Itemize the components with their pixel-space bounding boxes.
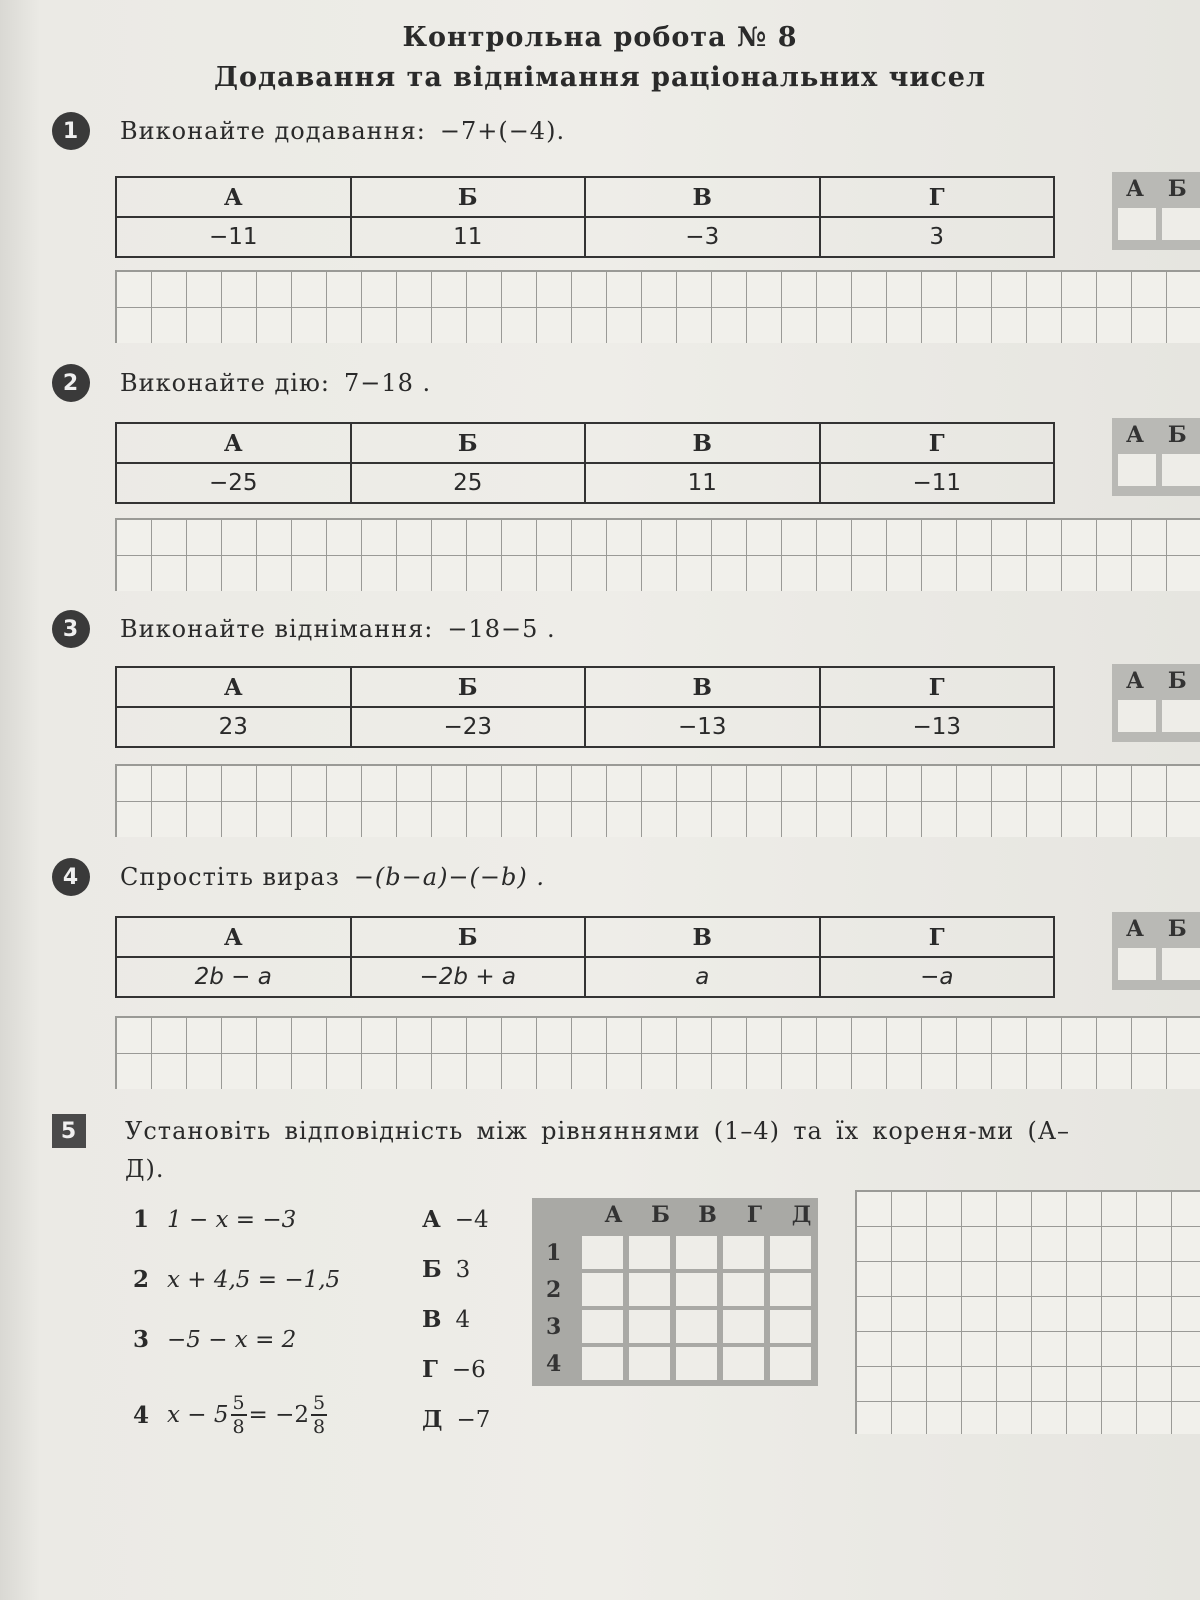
equation-number: 4: [133, 1401, 150, 1429]
root-option: [422, 1206, 489, 1233]
option-value: −a: [820, 957, 1055, 997]
equation-4: [133, 1392, 329, 1438]
task-number-badge: 3: [52, 610, 90, 648]
answer-letter: Б: [1167, 422, 1187, 448]
option-letter: В: [585, 667, 820, 707]
matching-answer-grid: [532, 1198, 818, 1386]
page-title: Контрольна робота № 8: [402, 22, 798, 53]
task-number-badge: 5: [52, 1114, 86, 1148]
answer-letter: Б: [1167, 668, 1187, 694]
option-value: −13: [585, 707, 820, 747]
option-letter: Б: [351, 177, 586, 217]
task-1-work-grid[interactable]: [115, 270, 1200, 343]
task-1-options-table: [115, 176, 1055, 258]
equation-2: [133, 1266, 340, 1293]
task-expression: −7+(−4).: [439, 117, 566, 145]
match-cell[interactable]: [676, 1347, 717, 1380]
task-number-badge: 1: [52, 112, 90, 150]
option-value: 11: [585, 463, 820, 503]
root-letter: Д: [422, 1406, 443, 1433]
equation-text: x + 4,5 = −1,5: [167, 1266, 341, 1293]
root-letter: Б: [422, 1256, 442, 1283]
match-cell[interactable]: [582, 1347, 623, 1380]
equation-number: 2: [133, 1266, 150, 1293]
option-value: −25: [116, 463, 351, 503]
task-4-options-table: [115, 916, 1055, 998]
equation-number: 3: [133, 1326, 150, 1353]
answer-cell[interactable]: [1118, 700, 1156, 732]
task-prompt: Виконайте додавання:: [120, 117, 426, 145]
task-prompt: Виконайте віднімання:: [120, 615, 434, 643]
match-cell[interactable]: [676, 1273, 717, 1306]
match-cell[interactable]: [770, 1347, 811, 1380]
option-value: −13: [820, 707, 1055, 747]
root-option: [422, 1256, 470, 1283]
equation-text: x − 5: [167, 1402, 229, 1428]
match-col-letter: Г: [746, 1202, 763, 1228]
option-letter: А: [116, 667, 351, 707]
answer-cell[interactable]: [1118, 208, 1156, 240]
task-2-heading: [52, 364, 431, 402]
option-letter: Б: [351, 667, 586, 707]
option-letter: Г: [820, 177, 1055, 217]
equation-3: [133, 1326, 296, 1353]
option-value: 3: [820, 217, 1055, 257]
root-value: −6: [451, 1357, 486, 1383]
task-2-work-grid[interactable]: [115, 518, 1200, 591]
root-letter: Г: [422, 1356, 438, 1383]
match-row-number: 3: [546, 1313, 562, 1340]
option-letter: Б: [351, 917, 586, 957]
match-col-letter: В: [698, 1202, 717, 1228]
match-cell[interactable]: [770, 1310, 811, 1343]
fraction-denominator: 8: [232, 1416, 245, 1438]
option-value: 25: [351, 463, 586, 503]
match-cell[interactable]: [582, 1236, 623, 1269]
option-letter: В: [585, 177, 820, 217]
match-cell[interactable]: [629, 1347, 670, 1380]
match-col-letter: Б: [651, 1202, 670, 1228]
match-cell[interactable]: [723, 1236, 764, 1269]
match-cell[interactable]: [723, 1273, 764, 1306]
option-letter: Б: [351, 423, 586, 463]
equation-text: 1 − x = −3: [167, 1206, 297, 1233]
match-cell[interactable]: [676, 1310, 717, 1343]
task-5-prompt: Установіть відповідність між рівняннями (1–4) та їх кореня-ми (А–Д).: [125, 1117, 1070, 1183]
option-value: −3: [585, 217, 820, 257]
root-value: 3: [455, 1257, 471, 1283]
task-expression: −18−5 .: [447, 615, 556, 643]
option-value: −2b + a: [351, 957, 586, 997]
fraction: [231, 1392, 247, 1438]
answer-letter: А: [1126, 176, 1144, 202]
task-5-heading: [52, 1114, 118, 1148]
match-cell[interactable]: [582, 1310, 623, 1343]
task-4-heading: [52, 858, 545, 896]
answer-cell[interactable]: [1162, 208, 1200, 240]
task-1-answer-box: [1112, 172, 1200, 250]
page-subtitle: Додавання та віднімання раціональних чисел: [213, 62, 987, 93]
task-number-badge: 2: [52, 364, 90, 402]
option-letter: А: [116, 423, 351, 463]
match-row-number: 2: [546, 1276, 562, 1303]
match-cell[interactable]: [629, 1236, 670, 1269]
task-prompt: Спростіть вираз: [120, 863, 340, 891]
answer-cell[interactable]: [1118, 454, 1156, 486]
answer-letter: Б: [1167, 916, 1187, 942]
root-option: [422, 1406, 490, 1433]
answer-letter: А: [1126, 916, 1144, 942]
option-letter: А: [116, 177, 351, 217]
answer-cell[interactable]: [1162, 948, 1200, 980]
match-cell[interactable]: [629, 1310, 670, 1343]
task-4-answer-box: [1112, 912, 1200, 990]
match-col-letter: А: [604, 1202, 623, 1228]
match-row: [546, 1347, 817, 1380]
equation-text: −5 − x = 2: [167, 1326, 297, 1353]
match-row: [546, 1236, 817, 1269]
option-value: 23: [116, 707, 351, 747]
option-value: 2b − a: [116, 957, 351, 997]
option-letter: Г: [820, 423, 1055, 463]
match-row: [546, 1310, 817, 1343]
task-5-work-grid[interactable]: [855, 1190, 1200, 1434]
fraction-numerator: 5: [312, 1392, 326, 1414]
task-number-badge: 4: [52, 858, 90, 896]
option-letter: Г: [820, 667, 1055, 707]
option-letter: В: [585, 423, 820, 463]
root-value: −7: [456, 1407, 491, 1433]
option-letter: Г: [820, 917, 1055, 957]
match-cell[interactable]: [676, 1236, 717, 1269]
root-letter: В: [422, 1306, 442, 1333]
match-cell[interactable]: [582, 1273, 623, 1306]
match-cell[interactable]: [770, 1273, 811, 1306]
option-value: a: [585, 957, 820, 997]
task-3-options-table: [115, 666, 1055, 748]
task-prompt: Виконайте дію:: [120, 369, 330, 397]
answer-letter: А: [1126, 422, 1144, 448]
root-option: [422, 1356, 486, 1383]
task-3-answer-box: [1112, 664, 1200, 742]
root-letter: А: [422, 1206, 441, 1233]
match-row-number: 4: [546, 1350, 562, 1377]
match-row-number: 1: [546, 1239, 562, 1266]
task-2-options-table: [115, 422, 1055, 504]
task-expression: −(b−a)−(−b) .: [353, 863, 545, 891]
option-value: 11: [351, 217, 586, 257]
equation-number: 1: [133, 1206, 150, 1233]
match-cell[interactable]: [723, 1347, 764, 1380]
option-value: −11: [116, 217, 351, 257]
fraction-numerator: 5: [232, 1392, 245, 1414]
option-value: −23: [351, 707, 586, 747]
answer-cell[interactable]: [1162, 454, 1200, 486]
match-row: [546, 1273, 817, 1306]
root-option: [422, 1306, 470, 1333]
task-3-heading: [52, 610, 556, 648]
task-3-work-grid[interactable]: [115, 764, 1200, 837]
root-value: 4: [455, 1307, 471, 1333]
equation-1: [133, 1206, 296, 1233]
option-letter: А: [116, 917, 351, 957]
match-cell[interactable]: [629, 1273, 670, 1306]
answer-cell[interactable]: [1162, 700, 1200, 732]
option-value: −11: [820, 463, 1055, 503]
option-letter: В: [585, 917, 820, 957]
task-2-answer-box: [1112, 418, 1200, 496]
fraction-denominator: 8: [312, 1416, 326, 1438]
equation-text: = −2: [248, 1402, 309, 1428]
answer-letter: А: [1126, 668, 1144, 694]
task-expression: 7−18 .: [343, 369, 432, 397]
task-1-heading: [52, 112, 565, 150]
task-4-work-grid[interactable]: [115, 1016, 1200, 1089]
match-cell[interactable]: [723, 1310, 764, 1343]
match-col-letter: Д: [791, 1202, 812, 1228]
match-cell[interactable]: [770, 1236, 811, 1269]
answer-cell[interactable]: [1118, 948, 1156, 980]
root-value: −4: [454, 1207, 489, 1233]
answer-letter: Б: [1167, 176, 1187, 202]
fraction: [311, 1392, 327, 1438]
